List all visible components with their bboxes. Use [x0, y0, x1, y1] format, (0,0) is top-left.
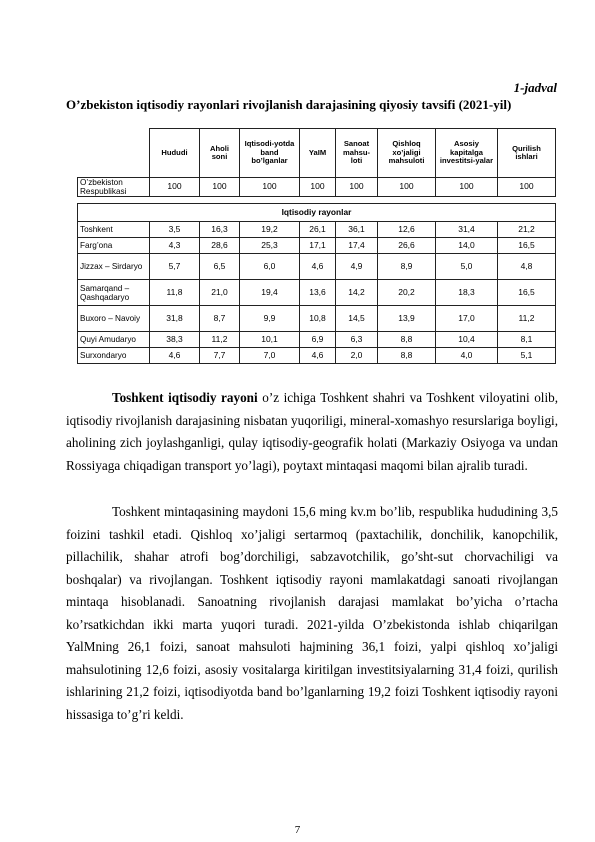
table-cell: 6,5 [200, 254, 240, 280]
region-name: O’zbekiston Respublikasi [78, 178, 150, 197]
table-label: 1-jadval [513, 80, 557, 95]
table-cell: 8,8 [378, 348, 436, 364]
table-cell: 18,3 [436, 280, 498, 306]
table-cell: 11,2 [498, 306, 556, 332]
table-cell: 4,9 [336, 254, 378, 280]
paragraph-lead-bold: Toshkent iqtisodiy rayoni [112, 390, 258, 405]
header-cell: Aholi soni [200, 129, 240, 178]
region-name: Jizzax – Sirdaryo [78, 254, 150, 280]
paragraph-body: Toshkent mintaqasining maydoni 15,6 ming kv.m bo’lib, respublika hududining 3,5 foizini tashkil etadi. Qishloq xo’jaligi sertarmoq (paxtachilik, donchilik, kanopchilik, pillachilik, shahar atrofi bog’dorchiligi, sabzavotchilik, go’sht-sut chorvachiligi va boshqalar) va rivojlangan. Toshkent iqtisodiy rayoni mamlakatdagi sanoati rivojlangan mintaqa hisoblanadi. Sanoatning rivojlanish darajasi mamlakat bo’yicha o’rtacha ko’rsatkichdan ikki marta yuqori turadi. 2021-yilda O’zbekistonda ishlab chiqarilgan YalMning 26,1 foizi, sanoat mahsuloti hajmining 36,1 foizi, yalpi qishloq xo’jaligi mahsulotining 12,6 foizi, asosiy vositalarga kiritilgan investitsiyalarning 31,4 foizi, qurilish ishlarining 21,2 foizi, iqtisodiyotda band bo’lganlarning 19,2 foizi Toshkent iqtisodiy rayoni hissasiga to’g’ri keldi. [66, 504, 558, 722]
table-cell: 7,7 [200, 348, 240, 364]
header-cell: Qurilish ishlari [498, 129, 556, 178]
table-cell: 100 [378, 178, 436, 197]
economic-regions-table [77, 128, 555, 364]
region-name: Toshkent [78, 222, 150, 238]
table-cell: 4,6 [150, 348, 200, 364]
region-name: Farg’ona [78, 238, 150, 254]
table-cell: 14,2 [336, 280, 378, 306]
region-name: Buxoro – Navoiy [78, 306, 150, 332]
table-cell: 100 [336, 178, 378, 197]
table-cell: 2,0 [336, 348, 378, 364]
table-cell: 4,0 [436, 348, 498, 364]
document-title: O’zbekiston iqtisodiy rayonlari rivojlanish darajasining qiyosiy tavsifi (2021-yil) [66, 97, 512, 112]
table-cell: 4,6 [300, 254, 336, 280]
row-spacer [78, 197, 556, 204]
table-cell: 16,3 [200, 222, 240, 238]
table-cell: 17,4 [336, 238, 378, 254]
table-cell: 16,5 [498, 238, 556, 254]
table-cell: 13,9 [378, 306, 436, 332]
table-cell: 13,6 [300, 280, 336, 306]
table-cell: 17,0 [436, 306, 498, 332]
header-cell: Qishloq xo’jaligi mahsuloti [378, 129, 436, 178]
table-cell: 100 [498, 178, 556, 197]
table-cell: 100 [200, 178, 240, 197]
table-cell: 31,8 [150, 306, 200, 332]
header-cell: Hududi [150, 129, 200, 178]
paragraph-body: o’z ichiga Toshkent shahri va Toshkent viloyatini olib, iqtisodiy rivojlanish darajasining nisbatan yuqoriligi, mineral-xomashyo resurslariga boyligi, aholining zich joylashganligi, qulay iqtisodiy-geografik holati (Markaziy Osiyoga va undan Rossiyaga chiqadigan transport yo’lagi), poytaxt mintaqasi maqomi bilan ajralib turadi. [66, 390, 559, 473]
table-cell: 100 [240, 178, 300, 197]
table-cell: 20,2 [378, 280, 436, 306]
table-row [78, 238, 556, 254]
header-cell: Asosiy kapitalga investitsi-yalar [436, 129, 498, 178]
table-cell: 5,1 [498, 348, 556, 364]
table-cell: 7,0 [240, 348, 300, 364]
table-cell: 6,0 [240, 254, 300, 280]
table-cell: 8,7 [200, 306, 240, 332]
table-cell: 11,8 [150, 280, 200, 306]
paragraph-toshkent-details [66, 501, 558, 726]
table-cell: 100 [436, 178, 498, 197]
table-cell: 10,4 [436, 332, 498, 348]
table-cell: 25,3 [240, 238, 300, 254]
table-row [78, 280, 556, 306]
header-corner [78, 129, 150, 178]
table-cell: 4,3 [150, 238, 200, 254]
table-cell: 8,1 [498, 332, 556, 348]
region-name: Surxondaryo [78, 348, 150, 364]
table-cell: 19,4 [240, 280, 300, 306]
page-number: 7 [294, 824, 301, 836]
table-cell: 12,6 [378, 222, 436, 238]
table-cell: 6,3 [336, 332, 378, 348]
table-cell: 36,1 [336, 222, 378, 238]
table-cell: 21,2 [498, 222, 556, 238]
table-cell: 17,1 [300, 238, 336, 254]
table-cell: 4,8 [498, 254, 556, 280]
table-row [78, 254, 556, 280]
table-row [78, 306, 556, 332]
region-name: Quyi Amudaryo [78, 332, 150, 348]
table-cell: 100 [300, 178, 336, 197]
table-row [78, 348, 556, 364]
header-cell: Sanoat mahsu-loti [336, 129, 378, 178]
table-row [78, 222, 556, 238]
header-cell: Iqtisodi-yotda band bo’lganlar [240, 129, 300, 178]
table-subheader: Iqtisodiy rayonlar [78, 204, 556, 222]
table-cell: 5,0 [436, 254, 498, 280]
region-name: Samarqand – Qashqadaryo [78, 280, 150, 306]
table-cell: 100 [150, 178, 200, 197]
table-cell: 26,1 [300, 222, 336, 238]
table-cell: 11,2 [200, 332, 240, 348]
table-cell: 3,5 [150, 222, 200, 238]
table-cell: 9,9 [240, 306, 300, 332]
table-cell: 8,9 [378, 254, 436, 280]
header-cell: YaIM [300, 129, 336, 178]
table-cell: 19,2 [240, 222, 300, 238]
table-cell: 5,7 [150, 254, 200, 280]
table-cell: 38,3 [150, 332, 200, 348]
table-cell: 14,0 [436, 238, 498, 254]
table-cell: 4,6 [300, 348, 336, 364]
table-cell: 28,6 [200, 238, 240, 254]
republic-row [78, 178, 556, 197]
table-cell: 6,9 [300, 332, 336, 348]
table-cell: 10,8 [300, 306, 336, 332]
paragraph-toshkent-intro [66, 387, 558, 477]
table-cell: 21,0 [200, 280, 240, 306]
table-cell: 14,5 [336, 306, 378, 332]
table-cell: 31,4 [436, 222, 498, 238]
table-cell: 16,5 [498, 280, 556, 306]
table-row [78, 332, 556, 348]
table-cell: 26,6 [378, 238, 436, 254]
table-cell: 8,8 [378, 332, 436, 348]
table-cell: 10,1 [240, 332, 300, 348]
